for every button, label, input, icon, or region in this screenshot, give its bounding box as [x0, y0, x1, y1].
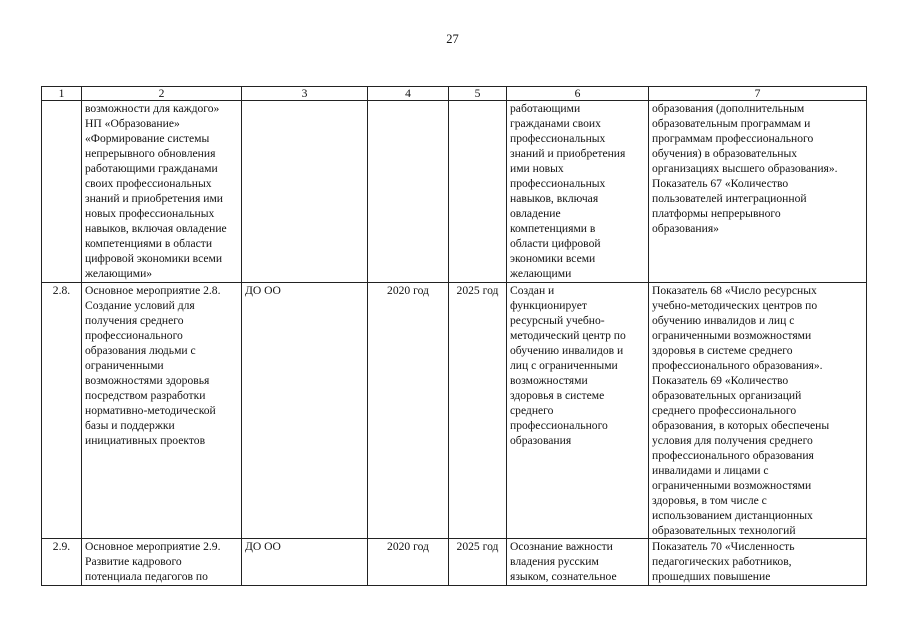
cell-text-line: пользователей интеграционной [652, 192, 807, 205]
cell-text-line: профессиональных [510, 132, 606, 145]
cell-text-line: образовательным программам и [652, 117, 811, 130]
cell-text-line: обучения) в образовательных [652, 147, 798, 160]
cell-text-line: обучению инвалидов и [510, 344, 624, 357]
cell-text-line: среднего профессионального [652, 404, 797, 417]
cell-text-line: навыков, включая овладение [85, 222, 227, 235]
cell-text-line: языком, сознательное [510, 570, 617, 583]
column-header: 6 [507, 87, 649, 101]
cell-text-line: лиц с ограниченными [510, 359, 618, 372]
row-number-cell: 2.9. [42, 539, 82, 586]
cell-text-line: ограниченными [85, 359, 164, 372]
end-year-cell [449, 101, 507, 283]
executor-cell: ДО ОО [242, 283, 368, 539]
indicators-cell [649, 539, 867, 586]
cell-text-line: образования» [652, 222, 719, 235]
cell-text-line: образовательных организаций [652, 389, 802, 402]
cell-text-line: знаний и приобретения ими [85, 192, 223, 205]
cell-text-line: работающими гражданами [85, 162, 218, 175]
executor-cell [242, 101, 368, 283]
cell-text-line: ими новых [510, 162, 564, 175]
cell-text-line: профессионального [85, 329, 183, 342]
cell-text-line: методический центр по [510, 329, 626, 342]
cell-text-line: обучению инвалидов и лиц с [652, 314, 795, 327]
cell-text-line: педагогических работников, [652, 555, 792, 568]
cell-text-line: желающими [510, 267, 572, 280]
cell-text-line: здоровья в системе [510, 389, 605, 402]
cell-text-line: Показатель 67 «Количество [652, 177, 789, 190]
cell-text-line: профессионального образования [652, 449, 814, 462]
cell-text-line: образовательных технологий [652, 524, 796, 537]
cell-text-line: Показатель 70 «Численность [652, 540, 795, 553]
cell-text-line: посредством разработки [85, 389, 206, 402]
cell-text-line: возможностями здоровья [85, 374, 210, 387]
cell-text-line: навыков, включая [510, 192, 599, 205]
cell-text-line: среднего [510, 404, 554, 417]
cell-text-line: образования, в которых обеспечены [652, 419, 830, 432]
cell-text-line: инвалидами и лицами с [652, 464, 769, 477]
cell-text-line: Основное мероприятие 2.9. [85, 540, 221, 553]
end-year-cell: 2025 год [449, 283, 507, 539]
column-header: 5 [449, 87, 507, 101]
cell-text-line: НП «Образование» [85, 117, 180, 130]
cell-text-line: компетенциями в [510, 222, 596, 235]
measures-table [41, 86, 867, 586]
column-header: 4 [368, 87, 449, 101]
cell-text-line: экономики всеми [510, 252, 596, 265]
result-cell [507, 101, 649, 283]
cell-text-line: нормативно-методической [85, 404, 216, 417]
measure-cell [82, 283, 242, 539]
cell-text-line: новых профессиональных [85, 207, 215, 220]
column-header: 7 [649, 87, 867, 101]
result-cell [507, 283, 649, 539]
cell-text-line: Основное мероприятие 2.8. [85, 284, 221, 297]
executor-cell: ДО ОО [242, 539, 368, 586]
cell-text-line: образования людьми с [85, 344, 196, 357]
cell-text-line: получения среднего [85, 314, 184, 327]
start-year-cell: 2020 год [368, 283, 449, 539]
cell-text-line: использованием дистанционных [652, 509, 813, 522]
start-year-cell: 2020 год [368, 539, 449, 586]
cell-text-line: области цифровой [510, 237, 601, 250]
start-year-cell [368, 101, 449, 283]
measure-cell [82, 539, 242, 586]
table-row [42, 539, 867, 586]
row-number-cell [42, 101, 82, 283]
cell-text-line: организациях высшего образования». [652, 162, 838, 175]
cell-text-line: гражданами своих [510, 117, 601, 130]
cell-text-line: ограниченными возможностями [652, 329, 812, 342]
cell-text-line: работающими [510, 102, 581, 115]
cell-text-line: цифровой экономики всеми [85, 252, 223, 265]
indicators-cell [649, 283, 867, 539]
cell-text-line: потенциала педагогов по [85, 570, 208, 583]
measure-cell [82, 101, 242, 283]
cell-text-line: профессиональных [510, 177, 606, 190]
cell-text-line: платформы непрерывного [652, 207, 781, 220]
cell-text-line: функционирует [510, 299, 587, 312]
cell-text-line: ресурсный учебно- [510, 314, 605, 327]
cell-text-line: владения русским [510, 555, 599, 568]
cell-text-line: ограниченными возможностями [652, 479, 812, 492]
cell-text-line: Показатель 69 «Количество [652, 374, 789, 387]
cell-text-line: возможностями [510, 374, 588, 387]
cell-text-line: «Формирование системы [85, 132, 210, 145]
cell-text-line: желающими» [85, 267, 153, 280]
column-header: 2 [82, 87, 242, 101]
cell-text-line: знаний и приобретения [510, 147, 626, 160]
cell-text-line: здоровья, в том числе с [652, 494, 767, 507]
cell-text-line: компетенциями в области [85, 237, 213, 250]
cell-text-line: профессионального [510, 419, 608, 432]
result-cell [507, 539, 649, 586]
cell-text-line: образования (дополнительным [652, 102, 805, 115]
row-number-cell: 2.8. [42, 283, 82, 539]
column-header: 3 [242, 87, 368, 101]
cell-text-line: инициативных проектов [85, 434, 206, 447]
cell-text-line: своих профессиональных [85, 177, 212, 190]
table-header-row [42, 87, 867, 101]
cell-text-line: программам профессионального [652, 132, 814, 145]
end-year-cell: 2025 год [449, 539, 507, 586]
table-row [42, 283, 867, 539]
cell-text-line: базы и поддержки [85, 419, 175, 432]
cell-text-line: Показатель 68 «Число ресурсных [652, 284, 817, 297]
cell-text-line: прошедших повышение [652, 570, 771, 583]
cell-text-line: Создан и [510, 284, 555, 297]
column-header: 1 [42, 87, 82, 101]
cell-text-line: Развитие кадрового [85, 555, 182, 568]
indicators-cell [649, 101, 867, 283]
cell-text-line: образования [510, 434, 572, 447]
cell-text-line: условия для получения среднего [652, 434, 813, 447]
table-row [42, 101, 867, 283]
cell-text-line: учебно-методических центров по [652, 299, 818, 312]
cell-text-line: овладение [510, 207, 561, 220]
cell-text-line: Осознание важности [510, 540, 613, 553]
cell-text-line: возможности для каждого» [85, 102, 220, 115]
cell-text-line: Создание условий для [85, 299, 195, 312]
cell-text-line: непрерывного обновления [85, 147, 216, 160]
page-number: 27 [446, 32, 459, 46]
cell-text-line: профессионального образования». [652, 359, 823, 372]
cell-text-line: здоровья в системе среднего [652, 344, 793, 357]
